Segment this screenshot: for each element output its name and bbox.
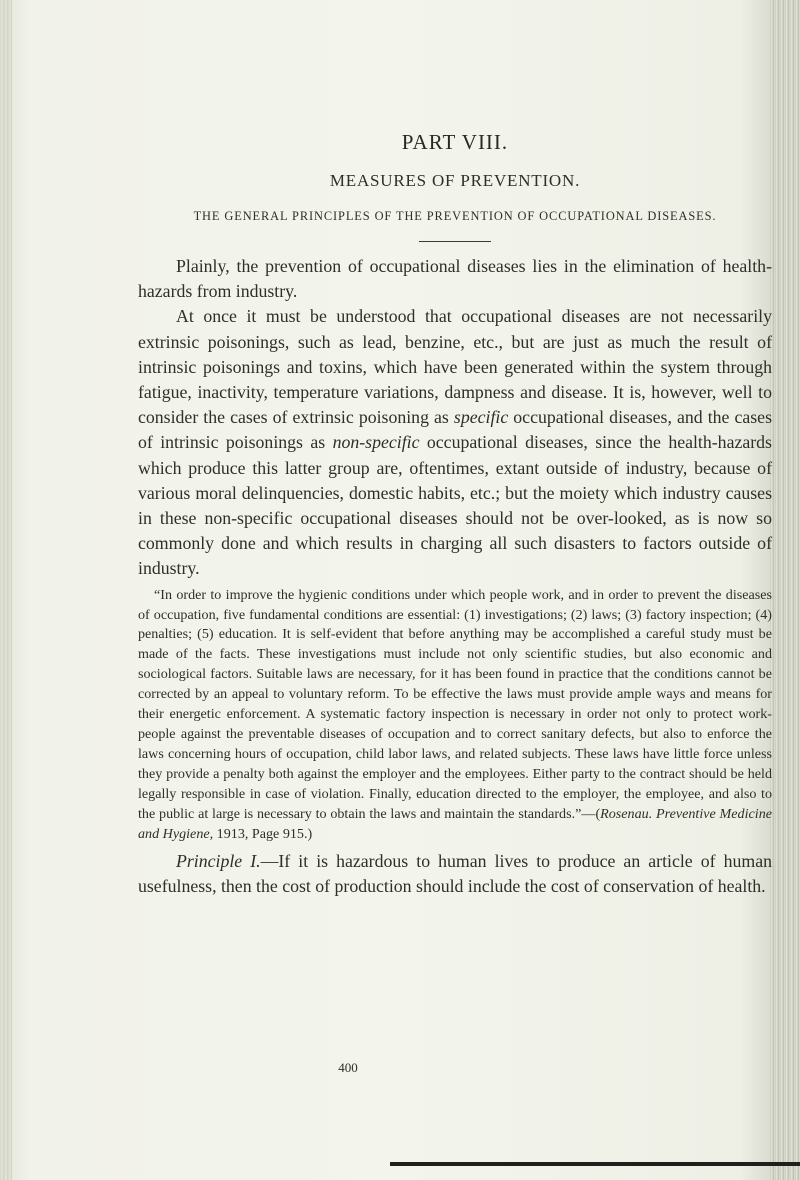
page-edge-left	[0, 0, 12, 1180]
principle-paragraph	[138, 849, 772, 897]
quote-citation: Rosenau. Preventive Medicine and Hygiene,	[138, 805, 772, 842]
principle-text: —If it is hazardous to human lives to produce an article of human usefulness, then the cost of production should include the cost of conservation of health.	[138, 851, 772, 896]
paragraph-intro: Plainly, the prevention of occupational diseases lies in the elimination of health-hazards from industry.	[138, 256, 772, 302]
block-quote	[138, 586, 772, 845]
term-non-specific: non-specific	[332, 432, 420, 453]
principle-label: Principle I.	[176, 851, 261, 872]
divider-rule	[419, 241, 491, 242]
paragraph-main-text-a: At once it must be understood that occupational diseases are not necessarily extrinsic poisonings, such as lead, benzine, etc., but are just as much the result of intrinsic poisonings and toxins, which have been generated within the system through fatigue, inactivity, temperature variations, dampness and disease. It is, however, well to consider the cases of extrinsic poisoning as	[138, 306, 772, 428]
page-edge-right	[770, 0, 800, 1180]
term-specific: specific	[453, 407, 509, 428]
page-edge-bottom	[390, 1162, 800, 1166]
quote-text: “In order to improve the hygienic conditions under which people work, and in order to prevent the diseases of occupation, five fundamental conditions are essential: (1) investigations; (2) laws; (3) factory inspection; (4) penalties; (5) education. It is self-evident that before anything may be accomplished a careful study must be made of the facts. These investigations must include not only scientific studies, but also economic and sociological factors. Suitable laws are necessary, for it has been found in practice that the conditions cannot be corrected by an appeal to voluntary reform. To be effective the laws must provide ample ways and means for their energetic enforcement. A systematic factory inspection is necessary in order not only to protect work-people against the preventable diseases of occupation and to correct sanitary defects, but also to enforce the laws concerning hours of occupation, child labor laws, and related subjects. These laws have little force unless they provide a penalty both against the employer and the employees. Either party to the contract should be held legally responsible in case of violation. Finally, education directed to the employer, the employee, and also to the public at large is necessary to obtain the laws and maintain the standards.”—(	[138, 586, 772, 822]
subsection-title: THE GENERAL PRINCIPLES OF THE PREVENTION OF OCCUPATIONAL DISEASES.	[193, 209, 717, 223]
section-title: MEASURES OF PREVENTION.	[329, 171, 581, 190]
page-number: 400	[338, 1060, 358, 1075]
quote-citation-tail: 1913, Page 915.)	[213, 825, 313, 842]
paragraph-main-text-b: occupational diseases, and the cases of intrinsic poisonings as	[138, 407, 772, 453]
paragraph-main	[138, 304, 772, 581]
part-title: PART VIII.	[401, 130, 509, 154]
page-content	[138, 130, 772, 898]
paragraph-main-text-c: occupational diseases, since the health-hazards which produce this latter group are, oftentimes, extant outside of industry, because of various moral delinquencies, domestic habits, etc.; but the moiety which industry causes in these non-specific occupational diseases should not be over-looked, as is now so commonly done and which results in charging all such disasters to factors outside of industry.	[138, 432, 772, 579]
